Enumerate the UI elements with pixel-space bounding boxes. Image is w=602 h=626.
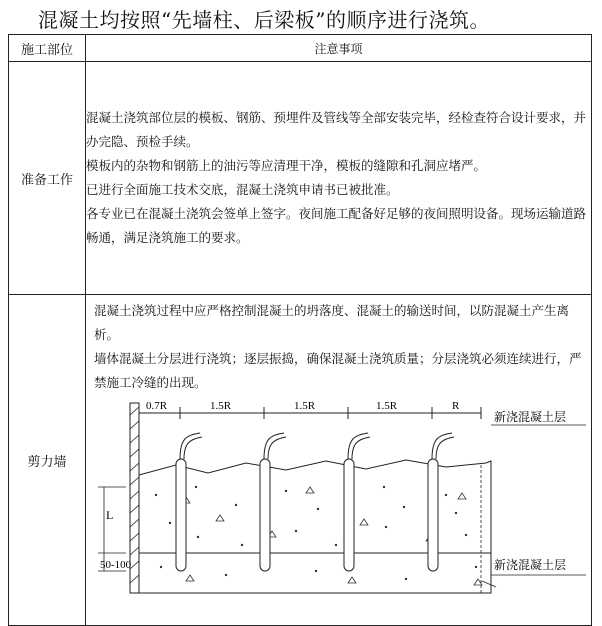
header-location: 施工部位 [9, 35, 86, 62]
vibration-diagram [86, 395, 592, 595]
spacing-label: 1.5R [210, 400, 232, 412]
note-paragraph: 墙体混凝土分层进行浇筑；逐层振捣，确保混凝土浇筑质量；分层浇筑必须连续进行，严禁施工冷缝的出现。 [94, 351, 582, 390]
top-layer-label: 新浇混凝土层 [494, 410, 567, 424]
note-paragraph: 各专业已在混凝土浇筑会签单上签字。夜间施工配备好足够的夜间照明设备。现场运输道路畅通，满足浇筑施工的要求。 [86, 206, 587, 245]
table-header-row [9, 35, 592, 62]
section-label-preparation: 准备工作 [9, 62, 86, 295]
spacing-label: R [452, 400, 460, 412]
depth-label: 50-100 [100, 559, 132, 571]
page-title: 混凝土均按照“先墙柱、后梁板”的顺序进行浇筑。 [38, 8, 490, 32]
note-paragraph: 已进行全面施工技术交底，混凝土浇筑申请书已被批准。 [86, 182, 399, 197]
table-row-shear-wall [9, 295, 592, 626]
table-row-preparation [9, 62, 592, 295]
bottom-layer-label: 新浇混凝土层 [494, 558, 567, 572]
spacing-label: 1.5R [294, 400, 316, 412]
height-label: L [106, 508, 114, 522]
spacing-label: 1.5R [376, 400, 398, 412]
header-notes: 注意事项 [86, 35, 592, 62]
note-paragraph: 混凝土浇筑部位层的模板、钢筋、预埋件及管线等全部安装完毕，经检查符合设计要求，并办完隐、预检手续。 [86, 110, 587, 149]
spacing-label: 0.7R [146, 400, 168, 412]
note-paragraph: 模板内的杂物和钢筋上的油污等应清理干净，模板的缝隙和孔洞应堵严。 [86, 158, 487, 173]
section-label-shear-wall: 剪力墙 [9, 295, 86, 626]
notes-shear-wall [86, 295, 592, 626]
note-paragraph: 混凝土浇筑过程中应严格控制混凝土的坍落度、混凝土的输送时间，以防混凝土产生离析。 [94, 303, 570, 342]
construction-table [8, 34, 592, 626]
notes-preparation [86, 62, 592, 295]
